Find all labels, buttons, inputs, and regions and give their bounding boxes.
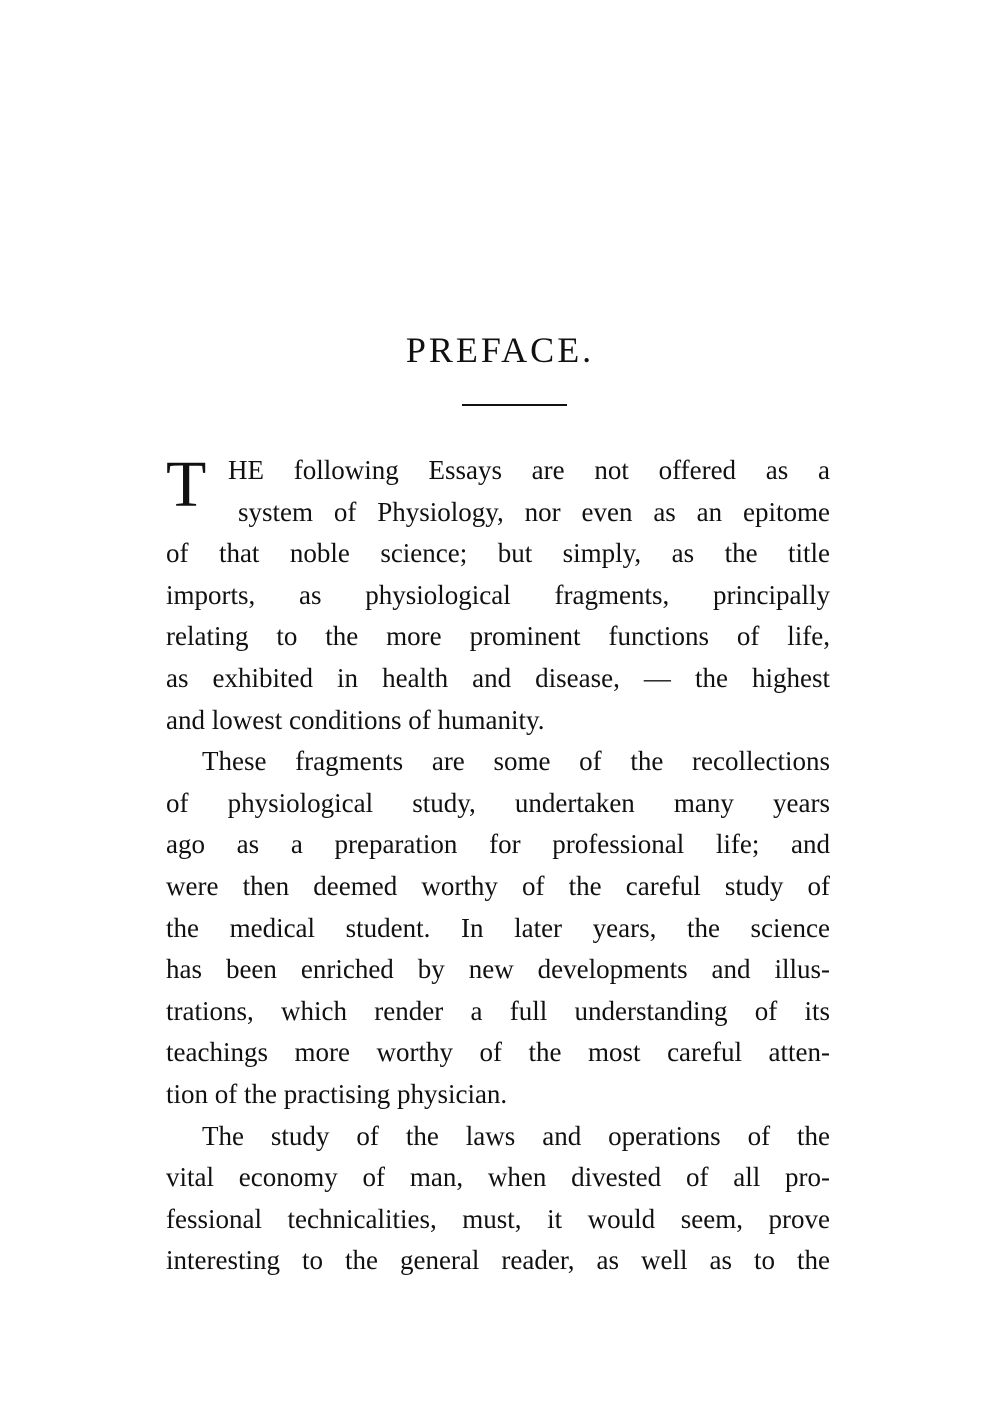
paragraph-line: has been enriched by new developments and illus- bbox=[166, 954, 830, 985]
paragraph-line: ago as a preparation for professional life; and bbox=[166, 829, 830, 860]
paragraph-line: as exhibited in health and disease, — the highest bbox=[166, 662, 830, 693]
paragraph-line: imports, as physiological fragments, principally bbox=[166, 579, 830, 610]
paragraph-line: interesting to the general reader, as well as to the bbox=[166, 1245, 830, 1276]
preface-body bbox=[166, 450, 830, 1282]
paragraph-line: vital economy of man, when divested of all pro- bbox=[166, 1162, 830, 1193]
page-title: PREFACE. bbox=[405, 330, 595, 371]
title-divider bbox=[462, 404, 567, 406]
paragraph-line: These fragments are some of the recollections bbox=[202, 746, 830, 777]
paragraph-line: the medical student. In later years, the science bbox=[166, 912, 830, 943]
paragraph-3 bbox=[166, 1116, 830, 1282]
paragraph-line: of physiological study, undertaken many years bbox=[166, 787, 830, 818]
drop-cap: T bbox=[166, 448, 207, 521]
paragraph-line: fessional technicalities, must, it would seem, prove bbox=[166, 1203, 830, 1234]
paragraph-line: and lowest conditions of humanity. bbox=[166, 704, 545, 735]
paragraph-line: were then deemed worthy of the careful study of bbox=[166, 870, 830, 901]
paragraph-line: of that noble science; but simply, as the title bbox=[166, 538, 830, 569]
paragraph-1 bbox=[166, 450, 830, 741]
paragraph-2 bbox=[166, 741, 830, 1115]
line-text: HE following Essays are not offered as a bbox=[228, 455, 830, 485]
paragraph-line: teachings more worthy of the most careful atten- bbox=[166, 1037, 830, 1068]
paragraph-line: relating to the more prominent functions of life, bbox=[166, 621, 830, 652]
paragraph-line: trations, which render a full understanding of its bbox=[166, 995, 830, 1026]
paragraph-line: The study of the laws and operations of the bbox=[202, 1120, 830, 1151]
paragraph-line: system of Physiology, nor even as an epitome bbox=[238, 496, 830, 527]
paragraph-line: tion of the practising physician. bbox=[166, 1078, 508, 1109]
